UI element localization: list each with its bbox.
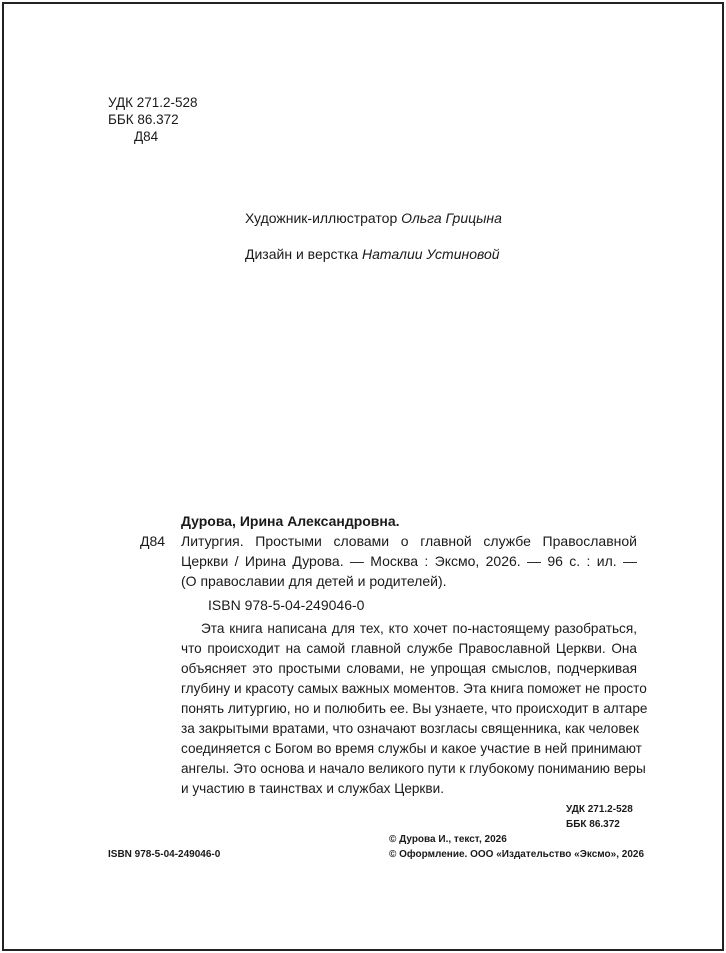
isbn-footer: ISBN 978-5-04-249046-0 (108, 849, 221, 860)
annotation-line: глубину и красоту самых важных моментов. Эта книга поможет не просто (181, 681, 647, 696)
illustrator-name: Ольга Грицына (401, 210, 502, 226)
annotation-line: что происходит на самой главной службе Православной Церкви. Она (181, 641, 637, 656)
annotation-line: объясняет это простыми словами, не упрощая смыслов, подчеркивая (181, 661, 637, 676)
copyright-text: © Дурова И., текст, 2026 (389, 834, 507, 845)
bbk-code-bottom: ББК 86.372 (566, 819, 620, 830)
design-role: Дизайн и верстка (245, 246, 363, 262)
udk-code-bottom: УДК 271.2-528 (566, 804, 633, 815)
annotation-line: соединяется с Богом во время службы и какое участие в ней принимают (181, 741, 642, 756)
isbn-entry: ISBN 978-5-04-249046-0 (208, 597, 365, 613)
annotation-line: Эта книга написана для тех, кто хочет по-настоящему разобраться, (201, 621, 637, 636)
author-heading: Дурова, Ирина Александровна. (181, 513, 400, 529)
annotation-line: за закрытыми вратами, что означают возгласы священника, как человек (181, 721, 639, 736)
description-line: Литургия. Простыми словами о главной службе Православной (181, 533, 637, 549)
description-line: Церкви / Ирина Дурова. — Москва : Эксмо, 2026. — 96 с. : ил. — (181, 553, 637, 569)
author-mark-top: Д84 (134, 129, 159, 144)
illustrator-credit (245, 208, 502, 228)
udk-code-top: УДК 271.2-528 (108, 95, 198, 110)
copyright-design: © Оформление. ООО «Издательство «Эксмо», 2026 (389, 849, 645, 860)
design-credit (245, 244, 500, 264)
annotation-line: ангелы. Это основа и начало великого пути к глубокому пониманию веры (181, 761, 646, 776)
bbk-code-top: ББК 86.372 (108, 112, 179, 127)
annotation-line: и участию в таинствах и службах Церкви. (181, 781, 444, 796)
design-name: Наталии Устиновой (362, 246, 500, 262)
annotation-line: понять литургию, но и полюбить ее. Вы узнаете, что происходит в алтаре (181, 701, 648, 716)
author-mark-entry: Д84 (140, 533, 166, 549)
illustrator-role: Художник-иллюстратор (245, 210, 402, 226)
description-line: (О православии для детей и родителей). (181, 573, 447, 589)
